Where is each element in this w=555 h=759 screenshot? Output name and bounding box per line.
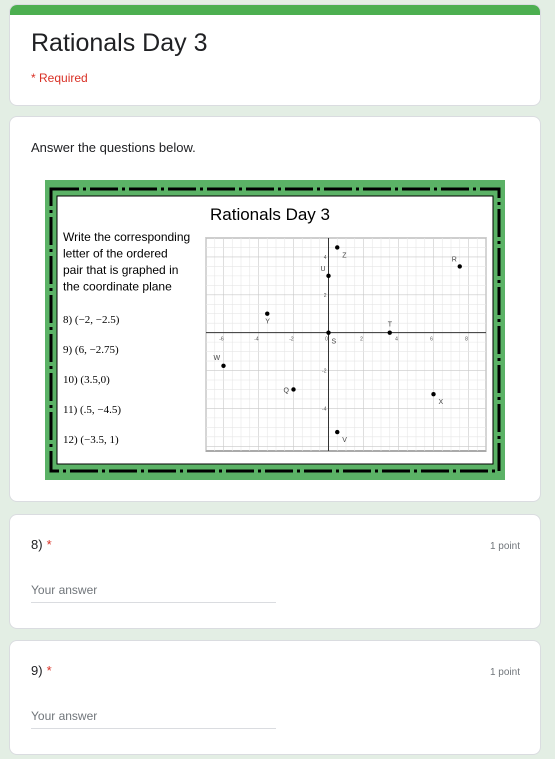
point-label: Z: [342, 252, 347, 260]
point-label: X: [438, 399, 444, 407]
point-z: [335, 245, 339, 249]
x-tick-label: -6: [219, 336, 224, 343]
required-asterisk: *: [46, 663, 52, 678]
point-label: S: [331, 338, 337, 346]
answer-input-9[interactable]: [31, 703, 276, 729]
x-tick-label: -2: [289, 336, 294, 343]
point-label: W: [213, 354, 221, 362]
required-asterisk: *: [46, 537, 52, 552]
answer-input-8[interactable]: [31, 577, 276, 603]
point-label: Q: [283, 387, 289, 395]
problem-line: 9) (6, −2.75): [63, 344, 119, 356]
x-tick-label: 2: [360, 336, 363, 343]
worksheet-graphic: [45, 180, 505, 480]
description-text: Answer the questions below.: [31, 140, 196, 155]
question-title: [31, 537, 52, 552]
form-header-card: [9, 4, 541, 106]
point-w: [221, 364, 225, 368]
instruction-line: the coordinate plane: [63, 279, 172, 294]
x-tick-label: -4: [254, 336, 259, 343]
point-x: [431, 392, 435, 396]
problem-line: 8) (−2, −2.5): [63, 314, 120, 326]
question-title: [31, 663, 52, 678]
point-label: T: [387, 321, 393, 329]
x-tick-label: 4: [395, 336, 398, 343]
description-card: [9, 116, 541, 502]
point-label: U: [320, 265, 326, 273]
point-v: [335, 430, 339, 434]
point-q: [291, 387, 295, 391]
x-tick-label: 0: [325, 336, 328, 343]
y-tick-label: 2: [323, 292, 327, 299]
point-u: [326, 274, 330, 278]
x-tick-label: 6: [430, 336, 433, 343]
point-label: R: [451, 256, 457, 264]
question-label: 9): [31, 663, 43, 678]
point-label: Y: [265, 318, 270, 326]
point-label: V: [342, 437, 347, 445]
required-note: * Required: [31, 71, 88, 85]
worksheet-image: [45, 180, 505, 480]
point-r: [458, 264, 462, 268]
question-card-8: [9, 514, 541, 629]
point-y: [265, 312, 269, 316]
instruction-line: letter of the ordered: [63, 246, 168, 261]
y-tick-label: -2: [322, 368, 327, 375]
point-s: [326, 330, 330, 334]
problem-line: 11) (.5, −4.5): [63, 404, 122, 416]
form-title: Rationals Day 3: [31, 29, 208, 57]
y-tick-label: 4: [323, 254, 327, 261]
instruction-line: pair that is graphed in: [63, 263, 179, 277]
accent-bar: [10, 5, 540, 15]
worksheet-title: Rationals Day 3: [209, 205, 331, 224]
y-tick-label: -4: [322, 406, 327, 413]
x-tick-label: 8: [465, 336, 468, 343]
question-card-9: [9, 640, 541, 755]
problem-line: 10) (3.5,0): [63, 374, 110, 386]
instruction-line: Write the corresponding: [63, 230, 191, 244]
problem-line: 12) (−3.5, 1): [63, 434, 119, 446]
point-t: [388, 330, 392, 334]
points-label: 1 point: [489, 541, 520, 552]
question-label: 8): [31, 537, 43, 552]
points-label: 1 point: [489, 667, 520, 678]
